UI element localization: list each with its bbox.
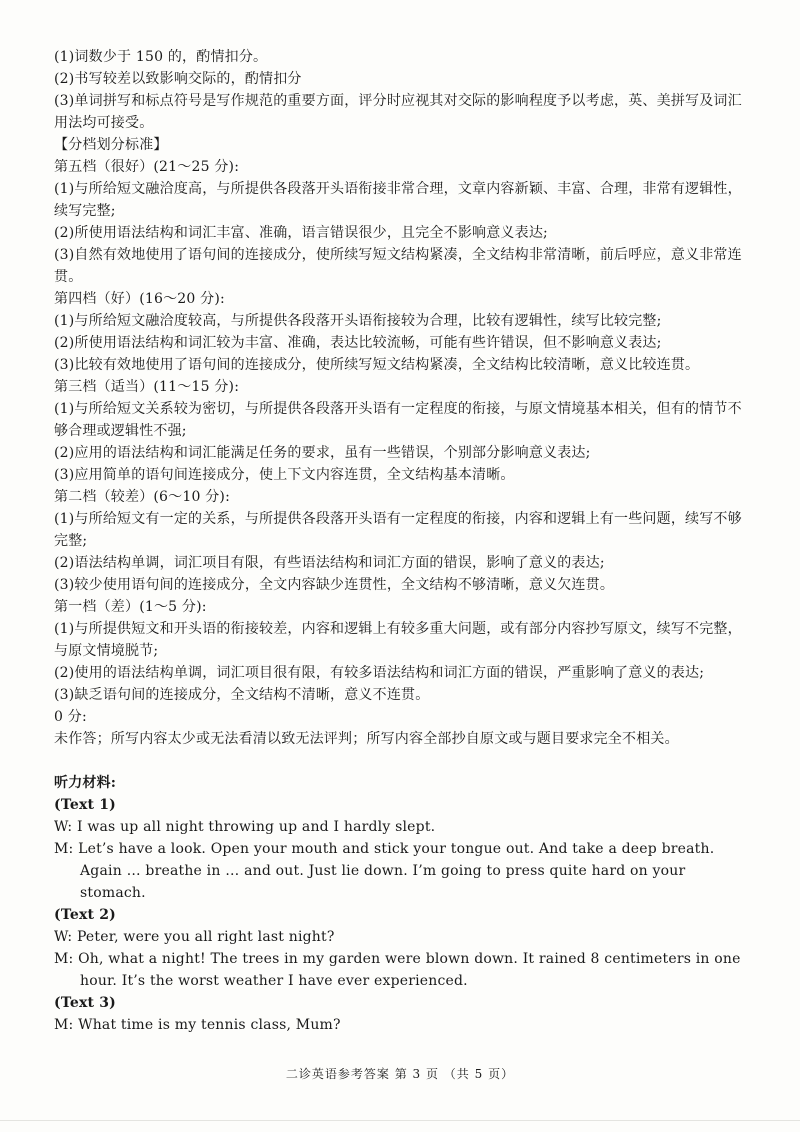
rule-line: (1)词数少于 150 的，酌情扣分。 — [54, 49, 268, 65]
zero-score-title: 0 分: — [54, 709, 87, 725]
page-footer: 二诊英语参考答案 第 3 页 （共 5 页） — [285, 1067, 515, 1081]
level-title: 第五档（很好）(21～25 分): — [54, 159, 240, 175]
dialogue-line: M: What time is my tennis class, Mum? — [54, 1017, 341, 1033]
text-label: (Text 3) — [54, 995, 116, 1011]
level-title: 第三档（适当）(11～15 分): — [54, 379, 240, 395]
level-item: (1)与所提供短文和开头语的衔接较差，内容和逻辑上有较多重大问题，或有部分内容抄写原文，续写不完整，与原文情境脱节; — [54, 621, 742, 659]
listening-heading: 听力材料: — [54, 775, 117, 791]
level-item: (3)较少使用语句间的连接成分，全文内容缺少连贯性，全文结构不够清晰，意义欠连贯。 — [54, 577, 615, 593]
level-item: (2)所使用语法结构和词汇丰富、准确，语言错误很少，且完全不影响意义表达; — [54, 225, 548, 241]
page-divider — [0, 1120, 800, 1121]
level-item: (2)应用的语法结构和词汇能满足任务的要求，虽有一些错误，个别部分影响意义表达; — [54, 445, 591, 461]
dialogue-line: W: Peter, were you all right last night? — [54, 929, 335, 945]
rule-line: (3)单词拼写和标点符号是写作规范的重要方面，评分时应视其对交际的影响程度予以考虑，英、美拼写及词汇用法均可接受。 — [54, 93, 742, 131]
dialogue-line: W: I was up all night throwing up and I hardly slept. — [54, 819, 436, 835]
text-label: (Text 1) — [54, 797, 116, 813]
level-item: (1)与所给短文有一定的关系，与所提供各段落开头语有一定程度的衔接，内容和逻辑上有一些问题，续写不够完整; — [54, 511, 742, 549]
level-title: 第二档（较差）(6～10 分): — [54, 489, 231, 505]
document-body — [54, 46, 754, 1036]
grading-heading: 【分档划分标准】 — [54, 137, 168, 153]
dialogue-line: M: Let’s have a look. Open your mouth and stick your tongue out. And take a deep breath. Again … breathe in … and out. Just lie down. I’m going to press quite hard on your stomach. — [54, 841, 715, 901]
level-title: 第四档（好）(16～20 分): — [54, 291, 225, 307]
level-item: (3)缺乏语句间的连接成分，全文结构不清晰，意义不连贯。 — [54, 687, 430, 703]
level-item: (3)自然有效地使用了语句间的连接成分，使所续写短文结构紧凑，全文结构非常清晰，前后呼应，意义非常连贯。 — [54, 247, 742, 285]
dialogue-line: M: Oh, what a night! The trees in my garden were blown down. It rained 8 centimeters in one hour. It’s the worst weather I have ever experienced. — [54, 951, 741, 989]
level-item: (1)与所给短文融洽度较高，与所提供各段落开头语衔接较为合理，比较有逻辑性，续写比较完整; — [54, 313, 662, 329]
level-item: (3)比较有效地使用了语句间的连接成分，使所续写短文结构紧凑，全文结构比较清晰，意义比较连贯。 — [54, 357, 700, 373]
level-item: (3)应用简单的语句间连接成分，使上下文内容连贯，全文结构基本清晰。 — [54, 467, 515, 483]
level-item: (2)使用的语法结构单调，词汇项目很有限，有较多语法结构和词汇方面的错误，严重影响了意义的表达; — [54, 665, 705, 681]
level-title: 第一档（差）(1～5 分): — [54, 599, 207, 615]
level-item: (1)与所给短文关系较为密切，与所提供各段落开头语有一定程度的衔接，与原文情境基本相关，但有的情节不够合理或逻辑性不强; — [54, 401, 742, 439]
rule-line: (2)书写较差以致影响交际的，酌情扣分 — [54, 71, 302, 87]
level-item: (2)所使用语法结构和词汇较为丰富、准确，表达比较流畅，可能有些许错误，但不影响意义表达; — [54, 335, 662, 351]
text-label: (Text 2) — [54, 907, 116, 923]
level-item: (1)与所给短文融洽度高，与所提供各段落开头语衔接非常合理，文章内容新颖、丰富、合理，非常有逻辑性，续写完整; — [54, 181, 742, 219]
level-item: (2)语法结构单调，词汇项目有限，有些语法结构和词汇方面的错误，影响了意义的表达; — [54, 555, 605, 571]
zero-score-text: 未作答；所写内容太少或无法看清以致无法评判；所写内容全部抄自原文或与题目要求完全不相关。 — [54, 731, 679, 747]
